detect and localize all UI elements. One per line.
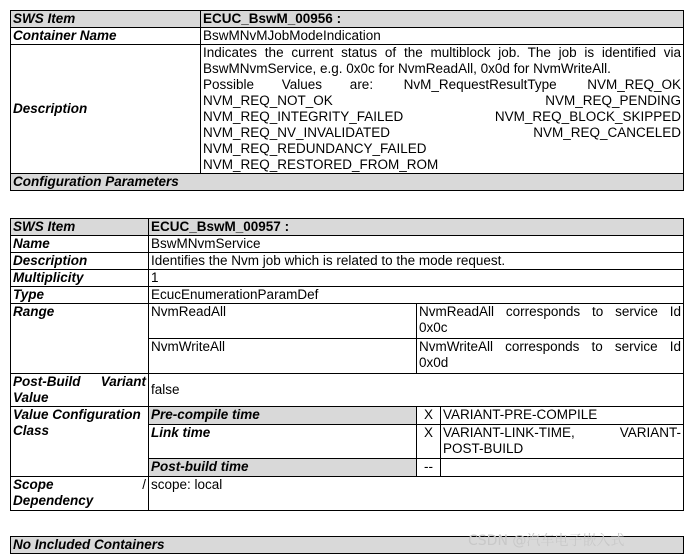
range-desc — [417, 339, 684, 374]
range-desc — [417, 304, 684, 339]
container-table — [10, 10, 684, 191]
vcc-value-line — [443, 425, 681, 441]
watermark: CSDN @汽车电子嵌入式 — [468, 533, 625, 549]
container-name-value: BswMNvMJobModeIndication — [201, 28, 684, 45]
possible-value: NVM_REQ_NOT_OK — [203, 93, 333, 108]
vcc-value-part: VARIANT- — [619, 425, 681, 440]
range-desc-line: NvmWriteAll corresponds to service Id — [419, 339, 681, 354]
description-label: Description — [11, 45, 201, 174]
possible-value: NVM_REQ_CANCELED — [533, 125, 681, 140]
sws-item-label: SWS Item — [11, 11, 201, 28]
possible-values-line — [203, 125, 681, 141]
scope-label-part: Dependency — [13, 493, 94, 508]
sws-item-value: ECUC_BswM_00956 : — [201, 11, 684, 28]
value-config-class-label: Value Configuration Class — [11, 407, 149, 477]
scope-label-part: / — [142, 477, 146, 492]
multiplicity-value: 1 — [149, 270, 684, 287]
description-text: Indicates the current status of the multiblock job. The job is identified via BswMNvmService, e.g. 0x0c for NvmReadAll, 0x0d for NvmWriteAll. — [203, 45, 681, 76]
possible-value: NVM_REQ_PENDING — [545, 93, 681, 108]
vcc-row-mark: X — [417, 425, 441, 459]
post-build-label-part: Variant — [100, 374, 146, 389]
possible-value: NVM_REQ_RESTORED_FROM_ROM — [203, 157, 439, 172]
description-cell — [201, 45, 684, 174]
range-desc-line: NvmReadAll corresponds to service Id — [419, 304, 681, 319]
vcc-row-value: VARIANT-PRE-COMPILE — [441, 407, 684, 425]
scope-dependency-label — [11, 477, 149, 511]
type-label: Type — [11, 287, 149, 304]
range-value: NvmReadAll — [149, 304, 417, 339]
possible-value: NVM_REQ_BLOCK_SKIPPED — [494, 109, 681, 124]
vcc-row-label: Link time — [149, 425, 417, 459]
possible-value: NVM_REQ_INTEGRITY_FAILED — [203, 109, 404, 124]
multiplicity-label: Multiplicity — [11, 270, 149, 287]
description-value: Identifies the Nvm job which is related to the mode request. — [149, 253, 684, 270]
scope-label-line — [13, 477, 146, 493]
post-build-variant-label — [11, 374, 149, 407]
possible-value: NVM_REQ_OK — [587, 77, 681, 92]
scope-label-part: Scope — [13, 477, 54, 492]
range-value: NvmWriteAll — [149, 339, 417, 374]
range-desc-line: 0x0c — [419, 320, 448, 335]
sws-item-label: SWS Item — [11, 219, 149, 236]
name-value: BswMNvmService — [149, 236, 684, 253]
vcc-row-mark: -- — [417, 459, 441, 477]
vcc-row-mark: X — [417, 407, 441, 425]
vcc-value-part: VARIANT-LINK-TIME, — [443, 425, 575, 440]
vcc-row-label: Pre-compile time — [149, 407, 417, 425]
range-desc-line: 0x0d — [419, 355, 449, 370]
vcc-row-label: Post-build time — [149, 459, 417, 477]
post-build-label-part: Value — [13, 390, 49, 405]
name-label: Name — [11, 236, 149, 253]
possible-values-line — [203, 77, 681, 93]
vcc-value-line: POST-BUILD — [443, 441, 524, 456]
parameter-table — [10, 218, 684, 511]
vcc-row-value — [441, 459, 684, 477]
post-build-variant-value: false — [149, 374, 684, 407]
possible-values-line — [203, 109, 681, 125]
possible-value: NVM_REQ_REDUNDANCY_FAILED — [203, 141, 427, 156]
possible-value: NvM_RequestResultType — [403, 77, 557, 92]
possible-values-line — [203, 93, 681, 109]
post-build-label-part: Post-Build — [13, 374, 81, 389]
sws-item-value: ECUC_BswM_00957 : — [149, 219, 684, 236]
post-build-label-line — [13, 374, 146, 390]
description-label: Description — [11, 253, 149, 270]
config-params-label: Configuration Parameters — [11, 174, 684, 191]
vcc-row-value — [441, 425, 684, 459]
type-value: EcucEnumerationParamDef — [149, 287, 684, 304]
container-name-label: Container Name — [11, 28, 201, 45]
possible-value: NVM_REQ_NV_INVALIDATED — [203, 125, 391, 140]
no-included-containers-label: No Included Containers — [11, 537, 684, 554]
range-label: Range — [11, 304, 149, 374]
possible-values-prefix: Possible Values are: — [203, 77, 374, 92]
scope-dependency-value: scope: local — [149, 477, 684, 511]
